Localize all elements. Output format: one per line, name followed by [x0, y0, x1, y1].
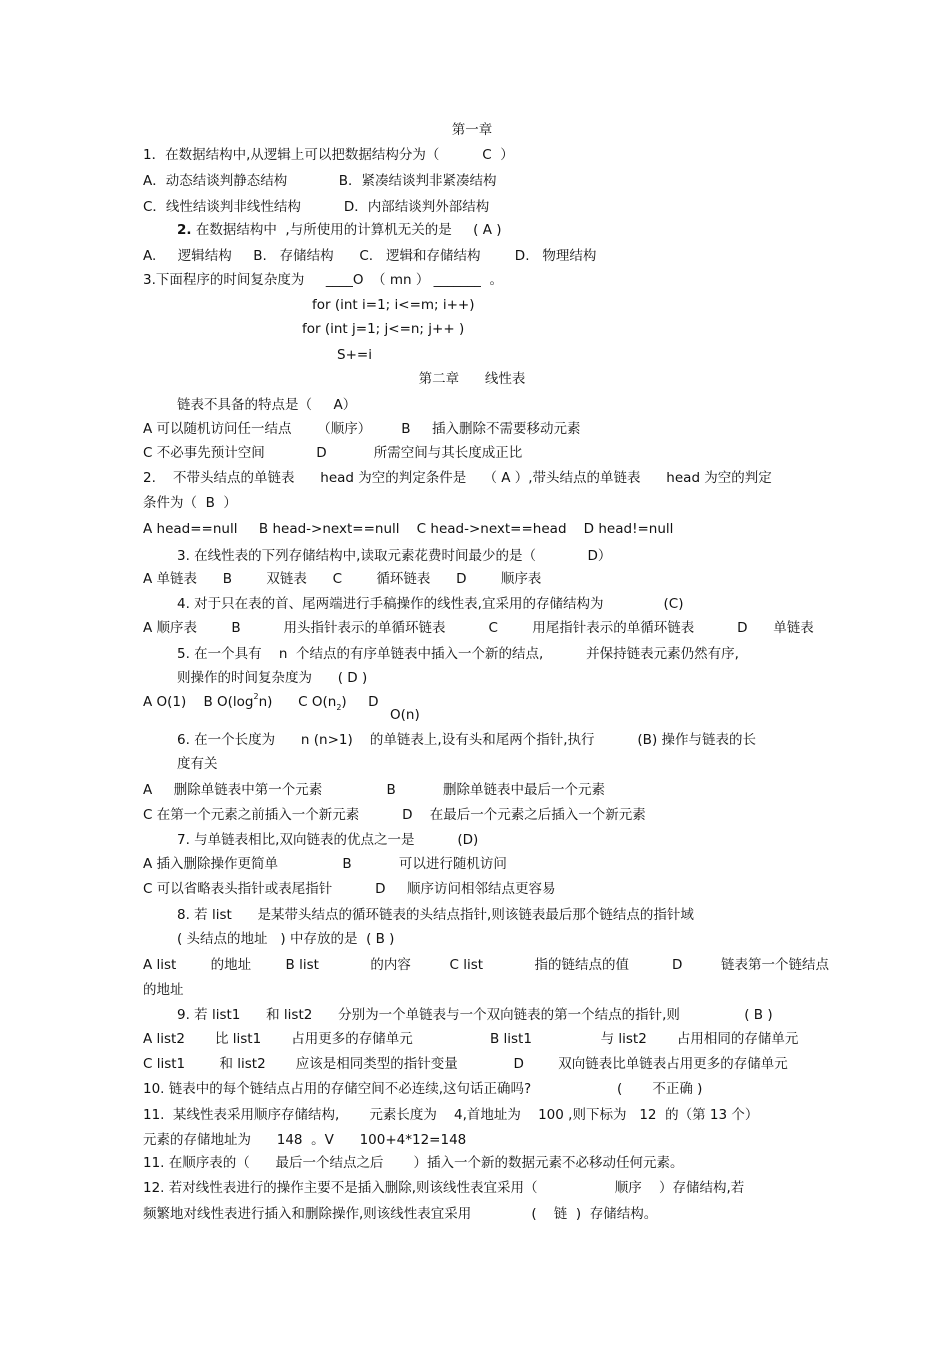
- ch2-q0-stem: 链表不具备的特点是（ A）: [177, 397, 357, 413]
- ch1-q3-code-line-1: for (int i=1; i<=m; i++): [312, 297, 475, 313]
- ch1-q3-code-line-3: S+=i: [337, 347, 372, 363]
- ch1-q2-stem-text: 在数据结构中 ,与所使用的计算机无关的是 ( A ): [191, 222, 502, 238]
- ch2-q11b-stem: 11. 在顺序表的（ 最后一个结点之后 ）插入一个新的数据元素不必移动任何元素。: [143, 1155, 684, 1171]
- ch2-q5-exponent: 2: [336, 703, 342, 712]
- ch2-q9-options-cd: C list1 和 list2 应该是相同类型的指针变量 D 双向链表比单链表占用更多的存储单元: [143, 1056, 788, 1072]
- ch2-q5-option-a-b: A O(1) B O(log: [143, 694, 254, 710]
- ch1-q1-options-cd: C．线性结谈判非线性结构 D．内部结谈判外部结构: [143, 199, 490, 215]
- ch1-q1-options-ab: A．动态结谈判静态结构 B．紧凑结谈判非紧凑结构: [143, 173, 497, 189]
- ch2-q7-stem: 7. 与单链表相比,双向链表的优点之一是 (D): [177, 832, 479, 848]
- ch2-q9-stem: 9. 若 list1 和 list2 分别为一个单链表与一个双向链表的第一个结点的指针,则 ( B ): [177, 1007, 773, 1023]
- ch2-q11a-line-1: 11. 某线性表采用顺序存储结构, 元素长度为 4,首地址为 100 ,则下标为 12 的（第 13 个）: [143, 1107, 759, 1123]
- ch2-q5-options: [143, 693, 379, 713]
- ch2-q8-line-1: 8. 若 list 是某带头结点的循环链表的头结点指针,则该链表最后那个链结点的指针域: [177, 907, 694, 923]
- ch2-q2-line-1: 2. 不带头结点的单链表 head 为空的判定条件是 （ A ）,带头结点的单链表 head 为空的判定: [143, 470, 772, 486]
- chapter-2-title: 第二章 线性表: [418, 371, 526, 387]
- ch2-q12-line-2: 频繁地对线性表进行插入和删除操作,则该线性表宜采用 ( 链 ) 存储结构。: [143, 1206, 658, 1222]
- ch1-q2-number: 2.: [177, 222, 192, 238]
- ch1-q1-stem: 1．在数据结构中,从逻辑上可以把数据结构分为（ C ）: [143, 147, 514, 163]
- ch2-q8-line-2: ( 头结点的地址 ) 中存放的是 ( B ): [177, 931, 395, 947]
- ch2-q3-options: A 单链表 B 双链表 C 循环链表 D 顺序表: [143, 571, 542, 587]
- ch2-q2-line-2: 条件为（ B ）: [143, 495, 237, 511]
- ch2-q2-options: A head==null B head->next==null C head->next==head D head!=null: [143, 521, 674, 537]
- ch2-q5-line-1: 5. 在一个具有 n 个结点的有序单链表中插入一个新的结点, 并保持链表元素仍然有序,: [177, 646, 739, 662]
- ch2-q11a-line-2: 元素的存储地址为 148 。V 100+4*12=148: [143, 1132, 467, 1148]
- ch2-q7-options-ab: A 插入删除操作更简单 B 可以进行随机访问: [143, 856, 507, 872]
- ch2-q8-options-tail: 的地址: [143, 982, 184, 998]
- ch2-q5-option-d-value: O(n): [390, 707, 420, 723]
- ch2-q6-line-2: 度有关: [177, 756, 218, 772]
- ch2-q12-line-1: 12. 若对线性表进行的操作主要不是插入删除,则该线性表宜采用（ 顺序 ）存储结构,若: [143, 1180, 745, 1196]
- ch2-q6-line-1: 6. 在一个长度为 n (n>1) 的单链表上,设有头和尾两个指针,执行 (B) 操作与链表的长: [177, 732, 757, 748]
- ch1-q2-stem: [177, 221, 502, 239]
- ch2-q8-options: A list 的地址 B list 的内容 C list 指的链结点的值 D 链表第一个链结点: [143, 957, 829, 973]
- ch1-q2-options: A. 逻辑结构 B. 存储结构 C. 逻辑和存储结构 D. 物理结构: [143, 248, 597, 264]
- ch2-q0-options-ab: A 可以随机访问任一结点 （顺序） B 插入删除不需要移动元素: [143, 421, 581, 437]
- ch2-q0-options-cd: C 不必事先预计空间 D 所需空间与其长度成正比: [143, 445, 523, 461]
- ch2-q5-option-b-c: n) C O(n: [258, 694, 337, 710]
- ch2-q4-stem: 4. 对于只在表的首、尾两端进行手稿操作的线性表,宜采用的存储结构为 (C): [177, 596, 684, 612]
- ch1-q3-stem: 3.下面程序的时间复杂度为 ____O （ mn ） _______ 。: [143, 272, 503, 288]
- ch2-q5-option-d: ) D: [341, 694, 379, 710]
- ch2-q10-stem: 10. 链表中的每个链结点占用的存储空间不必连续,这句话正确吗? ( 不正确 ): [143, 1081, 703, 1097]
- ch1-q3-code-line-2: for (int j=1; j<=n; j++ ): [302, 321, 465, 337]
- ch2-q5-log-base: 2: [253, 692, 259, 701]
- ch2-q9-options-ab: A list2 比 list1 占用更多的存储单元 B list1 与 list2 占用相同的存储单元: [143, 1031, 799, 1047]
- ch2-q4-options: A 顺序表 B 用头指针表示的单循环链表 C 用尾指针表示的单循环链表 D 单链表: [143, 620, 814, 636]
- chapter-1-title: 第一章: [451, 122, 493, 138]
- ch2-q3-stem: 3. 在线性表的下列存储结构中,读取元素花费时间最少的是（ D）: [177, 548, 612, 564]
- ch2-q5-line-2: 则操作的时间复杂度为 ( D ): [177, 670, 368, 686]
- ch2-q7-options-cd: C 可以省略表头指针或表尾指针 D 顺序访问相邻结点更容易: [143, 881, 556, 897]
- ch2-q6-options-ab: A 删除单链表中第一个元素 B 删除单链表中最后一个元素: [143, 782, 606, 798]
- ch2-q6-options-cd: C 在第一个元素之前插入一个新元素 D 在最后一个元素之后插入一个新元素: [143, 807, 646, 823]
